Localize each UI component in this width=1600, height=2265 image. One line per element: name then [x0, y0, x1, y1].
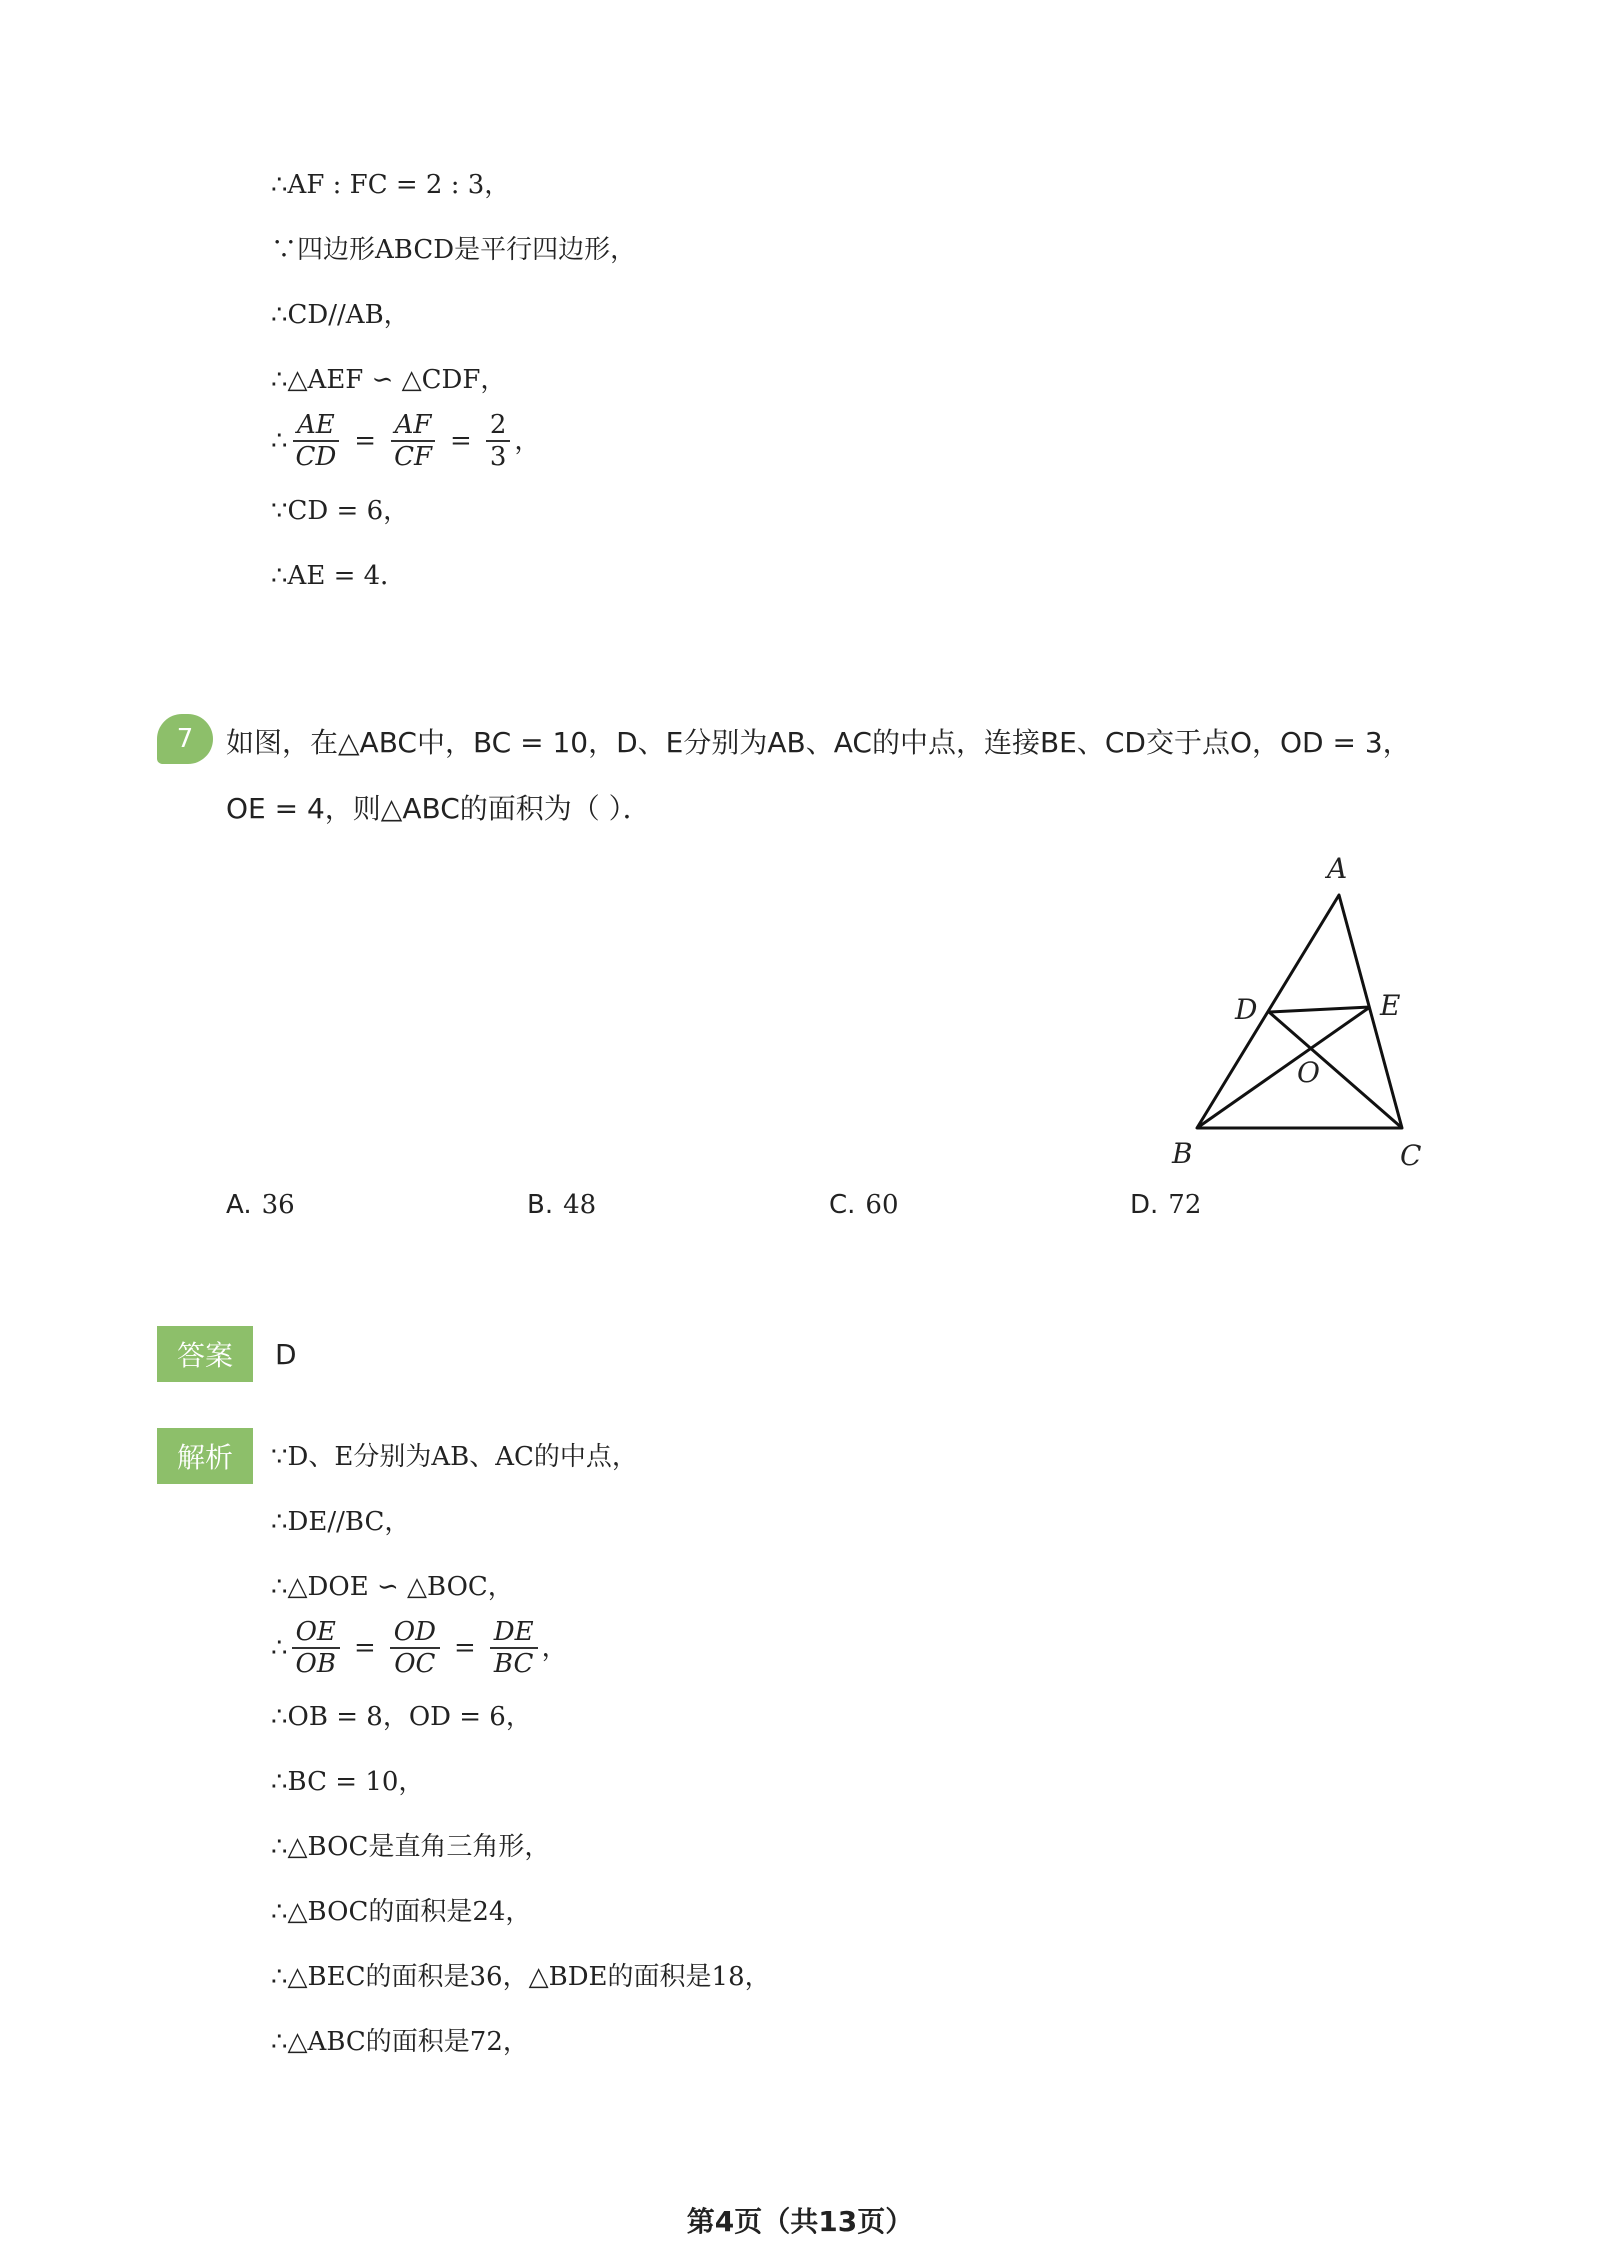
- question-text-line-1: 如图，在△ABC中，BC = 10，D、E分别为AB、AC的中点，连接BE、CD交于点O，OD = 3，: [226, 726, 1411, 759]
- option-value: 48: [563, 1190, 597, 1220]
- analysis-line-5: ∴BC = 10，: [271, 1767, 425, 1797]
- fraction-numerator: DE: [490, 1617, 538, 1649]
- prev-solution-line-4: ∴△AEF ∽ △CDF，: [271, 365, 507, 395]
- fraction-oe-ob: [292, 1617, 340, 1679]
- label-b: B: [1172, 1137, 1193, 1170]
- option-a[interactable]: [226, 1190, 295, 1220]
- fraction-numerator: OD: [390, 1617, 440, 1649]
- equals-sign: =: [453, 1633, 476, 1663]
- analysis-fraction-line: [271, 1617, 568, 1679]
- prev-solution-line-6: ∴AE = 4．: [271, 561, 407, 591]
- fraction-suffix: ，: [514, 426, 541, 456]
- option-letter: C.: [829, 1190, 856, 1220]
- fraction-suffix: ，: [541, 1633, 568, 1663]
- prev-solution-line-1: ∴AF : FC = 2 : 3，: [271, 170, 511, 200]
- equals-sign: =: [354, 426, 377, 456]
- label-e: E: [1380, 989, 1401, 1022]
- label-d: D: [1235, 993, 1258, 1026]
- analysis-line-9: ∴△ABC的面积是72，: [271, 2027, 529, 2057]
- option-value: 36: [261, 1190, 295, 1220]
- fraction-denominator: CF: [394, 442, 433, 472]
- analysis-line-4: ∴OB = 8，OD = 6，: [271, 1702, 532, 1732]
- analysis-line-1: ∵D、E分别为AB、AC的中点，: [271, 1442, 638, 1472]
- prev-solution-line-5: ∵CD = 6，: [271, 496, 410, 526]
- label-a: A: [1327, 852, 1348, 885]
- fraction-numerator: OE: [292, 1617, 340, 1649]
- fraction-od-oc: [390, 1617, 440, 1679]
- prev-solution-line-3: ∴CD//AB，: [271, 300, 410, 330]
- option-letter: B.: [527, 1190, 554, 1220]
- question-text-line-2: OE = 4，则△ABC的面积为（ ）．: [226, 792, 651, 825]
- option-c[interactable]: [829, 1190, 899, 1220]
- label-c: C: [1400, 1139, 1422, 1172]
- option-value: 72: [1168, 1190, 1202, 1220]
- question-number-badge: 7: [157, 714, 213, 764]
- fraction-de-bc: [490, 1617, 538, 1679]
- equals-sign: =: [450, 426, 472, 456]
- page-footer: 第4页（共13页）: [686, 2205, 914, 2238]
- segment-de: [1269, 1007, 1370, 1012]
- fraction-ae-cd: [292, 410, 341, 472]
- fraction-denominator: OB: [295, 1649, 336, 1679]
- fraction-numerator: AE: [293, 410, 339, 442]
- fraction-2-3: [486, 410, 511, 472]
- analysis-line-3: ∴△DOE ∽ △BOC，: [271, 1572, 514, 1602]
- option-value: 60: [865, 1190, 899, 1220]
- fraction-prefix: ∴: [271, 1633, 288, 1663]
- analysis-line-8: ∴△BEC的面积是36，△BDE的面积是18，: [271, 1962, 771, 1992]
- option-letter: D.: [1130, 1190, 1159, 1220]
- prev-solution-line-2: ∵四边形ABCD是平行四边形，: [271, 235, 637, 265]
- option-d[interactable]: [1130, 1190, 1201, 1220]
- fraction-denominator: CD: [295, 442, 337, 472]
- fraction-denominator: BC: [493, 1649, 534, 1679]
- triangle-figure: [1150, 845, 1450, 1175]
- fraction-af-cf: [390, 410, 436, 472]
- fraction-denominator: OC: [394, 1649, 436, 1679]
- analysis-line-7: ∴△BOC的面积是24，: [271, 1897, 532, 1927]
- analysis-line-6: ∴△BOC是直角三角形，: [271, 1832, 551, 1862]
- answer-value: D: [275, 1338, 297, 1371]
- label-o: O: [1297, 1056, 1320, 1089]
- fraction-denominator: 3: [489, 442, 507, 472]
- option-letter: A.: [226, 1190, 252, 1220]
- equals-sign: =: [353, 1633, 376, 1663]
- fraction-numerator: 2: [486, 410, 511, 442]
- answer-tag: 答案: [157, 1326, 253, 1382]
- fraction-numerator: AF: [391, 410, 436, 442]
- prev-solution-fraction-line: [271, 410, 540, 472]
- fraction-prefix: ∴: [271, 426, 288, 456]
- analysis-tag: 解析: [157, 1428, 253, 1484]
- analysis-line-2: ∴DE//BC，: [271, 1507, 411, 1537]
- option-b[interactable]: [527, 1190, 596, 1220]
